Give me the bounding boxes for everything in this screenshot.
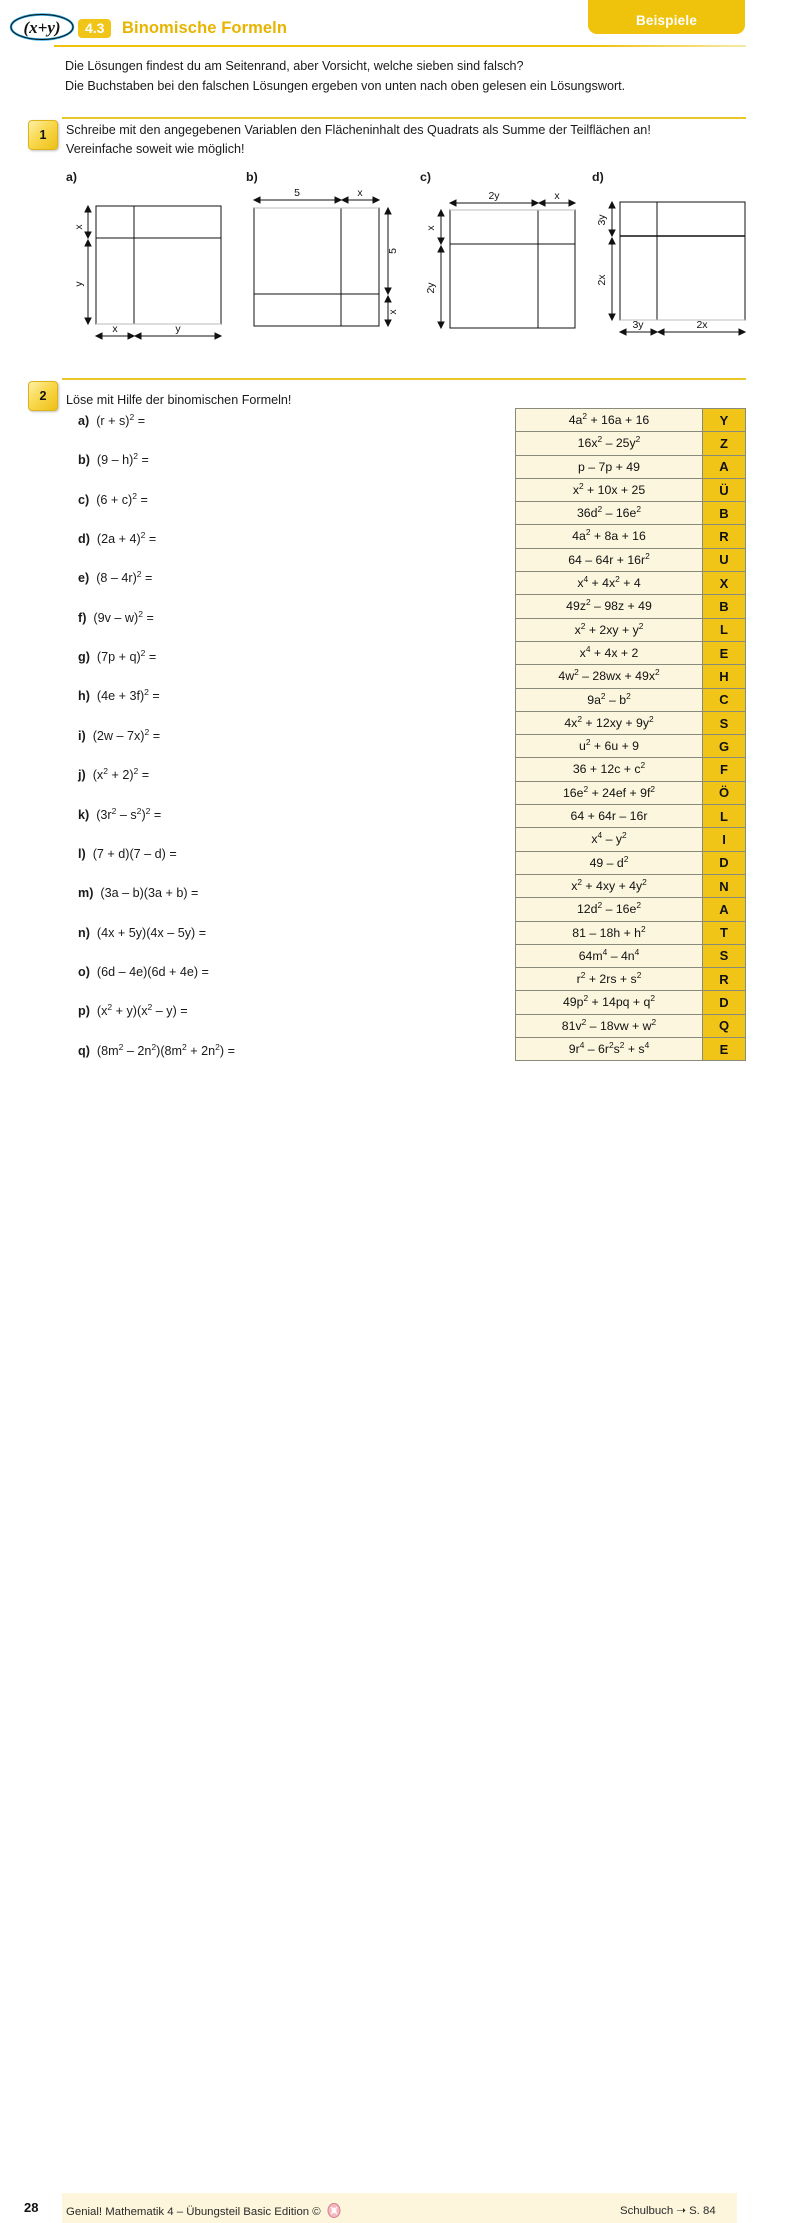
answer-letter[interactable]: B — [703, 502, 746, 525]
answer-expression[interactable]: p – 7p + 49 — [516, 455, 703, 478]
answer-letter[interactable]: Ü — [703, 478, 746, 501]
answer-row[interactable] — [516, 641, 746, 664]
problem-expression: $(x^2 + 2)^2$ = — [85, 765, 150, 783]
answer-letter[interactable]: A — [703, 898, 746, 921]
answer-expression[interactable]: $x^2 + 10x + 25$ — [516, 478, 703, 501]
answer-row[interactable] — [516, 432, 746, 455]
figure-c — [420, 188, 590, 346]
sublabel-a-text: a) — [66, 170, 78, 184]
problem-label: a) — [78, 414, 90, 428]
intro-line-1: Die Lösungen findest du am Seitenrand, aber Vorsicht, welche sieben sind falsch? — [65, 59, 524, 73]
problem-h — [78, 689, 160, 703]
answer-row[interactable] — [516, 805, 746, 828]
problem-e — [78, 571, 152, 585]
answer-expression[interactable]: $64 - 64r + 16r^2$ — [516, 548, 703, 571]
sublabel-d-text: d) — [592, 170, 604, 184]
problem-c — [78, 490, 148, 507]
chapter-number: 4.3 — [78, 19, 111, 38]
answer-letter[interactable]: R — [703, 968, 746, 991]
problem-i — [78, 726, 161, 743]
problem-label: k) — [78, 807, 90, 822]
problem-expression: (2w – 7x)$^2$ = — [85, 726, 161, 743]
problem-label: e) — [78, 571, 90, 586]
problem-expression: (9v – w)$^2$ = — [86, 608, 154, 625]
answer-expression[interactable]: $12d^2 - 16e^2$ — [516, 898, 703, 921]
sublabel-c — [420, 170, 431, 184]
answer-letter[interactable]: F — [703, 758, 746, 781]
answer-letter[interactable]: Z — [703, 432, 746, 455]
svg-text:2x: 2x — [696, 319, 708, 331]
svg-text:5: 5 — [387, 248, 399, 254]
problem-label: j) — [78, 768, 86, 783]
problem-expression: (3a – b)(3a + b) = — [93, 886, 199, 901]
answer-row[interactable] — [516, 991, 746, 1014]
problem-expression: $(3r^2 - s^2)^2$ = — [89, 805, 162, 822]
header-divider — [54, 45, 746, 47]
svg-text:2y: 2y — [488, 190, 500, 202]
svg-text:x: x — [357, 187, 363, 199]
problem-m — [78, 886, 198, 900]
answer-row[interactable] — [516, 1038, 746, 1061]
problem-expression: $(2a + 4)^2$ = — [89, 529, 157, 547]
answer-letter[interactable]: L — [703, 618, 746, 641]
problem-label: l) — [78, 846, 86, 861]
svg-text:x: x — [554, 190, 560, 202]
answer-row[interactable] — [516, 595, 746, 618]
answer-row[interactable] — [516, 525, 746, 548]
footer — [0, 1095, 800, 2218]
answer-table — [515, 408, 746, 1061]
answer-row[interactable] — [516, 735, 746, 758]
answer-expression[interactable]: $x^2 + 4xy + 4y^2$ — [516, 874, 703, 897]
problem-label: f) — [78, 610, 87, 625]
intro-text — [65, 56, 765, 96]
answer-letter[interactable]: U — [703, 548, 746, 571]
problem-o — [78, 965, 209, 979]
answer-row[interactable] — [516, 921, 746, 944]
svg-text:5: 5 — [294, 187, 300, 199]
exercise2-number: 2 — [39, 389, 47, 403]
problem-label: i) — [78, 728, 86, 743]
answer-letter[interactable]: Ö — [703, 781, 746, 804]
exercise2-number-badge — [28, 381, 58, 411]
answer-expression[interactable]: $4a^2 + 16a + 16$ — [516, 409, 703, 432]
answer-letter[interactable]: E — [703, 641, 746, 664]
publisher-logo-icon — [327, 2203, 341, 2221]
problem-f — [78, 608, 154, 625]
answer-expression[interactable]: $4x^2 + 12xy + 9y^2$ — [516, 711, 703, 734]
answer-row[interactable] — [516, 874, 746, 897]
answer-row[interactable] — [516, 572, 746, 595]
answer-letter[interactable]: E — [703, 1038, 746, 1061]
answer-row[interactable] — [516, 502, 746, 525]
answer-expression[interactable]: $x^2 + 2xy + y^2$ — [516, 618, 703, 641]
intro-line-2: Die Buchstaben bei den falschen Lösungen ergeben von unten nach oben gelesen ein Lösungswort. — [65, 79, 626, 93]
problem-n — [78, 926, 206, 940]
answer-expression[interactable]: $81 - 18h + h^2$ — [516, 921, 703, 944]
problem-label: q) — [78, 1043, 90, 1058]
answer-expression[interactable]: $49 - d^2$ — [516, 851, 703, 874]
exercise2-heading — [66, 391, 291, 410]
svg-text:x: x — [112, 323, 118, 335]
answer-letter[interactable]: D — [703, 991, 746, 1014]
problem-label: m) — [78, 886, 94, 901]
answer-expression[interactable]: $9a^2 - b^2$ — [516, 688, 703, 711]
answer-row[interactable] — [516, 688, 746, 711]
svg-text:x: x — [425, 225, 437, 231]
answer-expression[interactable]: $16x^2 - 25y^2$ — [516, 432, 703, 455]
problem-label: c) — [78, 492, 90, 507]
problem-p — [78, 1004, 188, 1018]
answer-expression[interactable]: $4w^2 - 28wx + 49x^2$ — [516, 665, 703, 688]
exercise1-number: 1 — [39, 128, 47, 142]
problem-label: h) — [78, 689, 90, 704]
answer-letter[interactable]: T — [703, 921, 746, 944]
problem-a — [78, 411, 146, 428]
problem-l — [78, 847, 177, 861]
answer-letter[interactable]: N — [703, 874, 746, 897]
answer-letter[interactable]: S — [703, 711, 746, 734]
exercise1-number-badge — [28, 120, 58, 150]
exercise1-line-1: Schreibe mit den angegebenen Variablen den Flächeninhalt des Quadrats als Summe der Teilflächen an! — [66, 123, 651, 137]
answer-letter[interactable]: C — [703, 688, 746, 711]
exercise2-divider — [62, 378, 746, 380]
svg-text:3y: 3y — [596, 214, 608, 226]
answer-letter[interactable]: S — [703, 944, 746, 967]
answer-letter[interactable]: R — [703, 525, 746, 548]
answer-row[interactable] — [516, 455, 746, 478]
sublabel-c-text: c) — [420, 170, 432, 184]
problem-expression: $(8m^2 - 2n^2)(8m^2 + 2n^2)$ = — [89, 1041, 235, 1058]
answer-row[interactable] — [516, 409, 746, 432]
chapter-title: Binomische Formeln — [122, 19, 287, 37]
answer-letter[interactable]: D — [703, 851, 746, 874]
sublabel-a — [66, 170, 77, 184]
answer-letter[interactable]: H — [703, 665, 746, 688]
problem-g — [78, 647, 157, 665]
answer-letter[interactable]: L — [703, 805, 746, 828]
answer-expression[interactable]: $9r^4 - 6r^2s^2 + s^4$ — [516, 1038, 703, 1061]
answer-letter[interactable]: B — [703, 595, 746, 618]
problem-expression: $(x^2 + y)(x^2 - y)$ = — [89, 1002, 188, 1019]
sublabel-d — [592, 170, 604, 184]
answer-expression[interactable]: $81v^2 - 18vw + w^2$ — [516, 1014, 703, 1037]
figure-b — [246, 186, 416, 346]
answer-letter[interactable]: Y — [703, 409, 746, 432]
answer-row[interactable] — [516, 665, 746, 688]
answer-row[interactable] — [516, 781, 746, 804]
problem-label: n) — [78, 925, 90, 940]
answer-expression[interactable]: $49p^2 + 14pq + q^2$ — [516, 991, 703, 1014]
tab-beispiele-label: Beispiele — [635, 13, 698, 28]
answer-expression[interactable]: $4a^2 + 8a + 16$ — [516, 525, 703, 548]
answer-expression[interactable]: $r^2 + 2rs + s^2$ — [516, 968, 703, 991]
svg-text:y: y — [73, 281, 85, 287]
footer-reference: Schulbuch ➝ S. 84 — [620, 2205, 716, 2217]
problem-b — [78, 453, 149, 467]
problem-label: b) — [78, 453, 90, 468]
svg-text:x: x — [387, 309, 399, 315]
answer-expression[interactable]: $x^4 - y^2$ — [516, 828, 703, 851]
answer-expression[interactable]: $16e^2 + 24ef + 9f^2$ — [516, 781, 703, 804]
binomial-logo-icon — [8, 13, 76, 41]
problem-k — [78, 805, 162, 822]
problem-label: o) — [78, 964, 90, 979]
problem-label: g) — [78, 650, 90, 665]
problem-expression: (6d – 4e)(6d + 4e) = — [89, 964, 209, 979]
problem-expression: (8 – 4r)$^2$ = — [89, 569, 153, 586]
svg-text:2x: 2x — [596, 274, 608, 286]
answer-expression[interactable]: $36 + 12c + c^2$ — [516, 758, 703, 781]
exercise1-divider — [62, 117, 746, 119]
sublabel-b-text: b) — [246, 170, 258, 184]
problem-expression: (4x + 5y)(4x – 5y) = — [89, 925, 207, 940]
answer-expression[interactable]: $u^2 + 6u + 9$ — [516, 735, 703, 758]
exercise1-line-2: Vereinfache soweit wie möglich! — [66, 142, 245, 156]
problem-expression: $(r + s)^2$ = — [89, 411, 146, 428]
answer-expression[interactable]: $x^4 + 4x + 2$ — [516, 641, 703, 664]
answer-row[interactable] — [516, 898, 746, 921]
answer-row[interactable] — [516, 828, 746, 851]
exercise2-heading-text: Löse mit Hilfe der binomischen Formeln! — [66, 393, 292, 407]
problem-j — [78, 765, 150, 783]
answer-row[interactable] — [516, 758, 746, 781]
svg-text:y: y — [175, 323, 181, 335]
problem-expression: $(6 + c)^2$ = — [89, 490, 148, 507]
svg-text:(x+y): (x+y) — [23, 18, 61, 37]
answer-expression[interactable]: $64m^4 - 4n^4$ — [516, 944, 703, 967]
answer-row[interactable] — [516, 968, 746, 991]
footer-copyright-text: Genial! Mathematik 4 – Übungsteil Basic Edition © — [66, 2206, 321, 2218]
problem-expression: (7 + d)(7 – d) = — [85, 846, 177, 861]
answer-row[interactable] — [516, 944, 746, 967]
answer-expression[interactable]: $36d^2 - 16e^2$ — [516, 502, 703, 525]
footer-copyright — [66, 2203, 341, 2221]
answer-expression[interactable]: 64 + 64r – 16r — [516, 805, 703, 828]
tab-beispiele[interactable] — [588, 0, 745, 34]
page-number: 28 — [24, 2200, 39, 2215]
svg-text:x: x — [73, 224, 85, 230]
sublabel-b — [246, 170, 258, 184]
svg-text:3y: 3y — [632, 319, 644, 331]
problem-d — [78, 529, 157, 547]
answer-letter[interactable]: X — [703, 572, 746, 595]
exercise1-instruction — [66, 121, 766, 159]
problem-expression: $(4e + 3f)^2$ = — [89, 687, 160, 704]
answer-row[interactable] — [516, 478, 746, 501]
page-header — [0, 0, 800, 52]
answer-row[interactable] — [516, 711, 746, 734]
svg-text:2y: 2y — [425, 282, 437, 294]
figure-d — [592, 192, 762, 344]
answer-row[interactable] — [516, 1014, 746, 1037]
answer-expression[interactable]: $x^4 + 4x^2 + 4$ — [516, 572, 703, 595]
figure-a — [66, 196, 236, 346]
problem-expression: $(7p + q)^2$ = — [89, 647, 157, 665]
problem-q — [78, 1041, 235, 1058]
answer-letter[interactable]: G — [703, 735, 746, 758]
answer-row[interactable] — [516, 851, 746, 874]
answer-letter[interactable]: A — [703, 455, 746, 478]
answer-row[interactable] — [516, 618, 746, 641]
answer-row[interactable] — [516, 548, 746, 571]
answer-letter[interactable]: I — [703, 828, 746, 851]
problem-label: d) — [78, 532, 90, 547]
answer-expression[interactable]: $49z^2 - 98z + 49$ — [516, 595, 703, 618]
problem-label: p) — [78, 1004, 90, 1019]
problem-expression: (9 – h)$^2$ = — [89, 451, 149, 468]
answer-letter[interactable]: Q — [703, 1014, 746, 1037]
